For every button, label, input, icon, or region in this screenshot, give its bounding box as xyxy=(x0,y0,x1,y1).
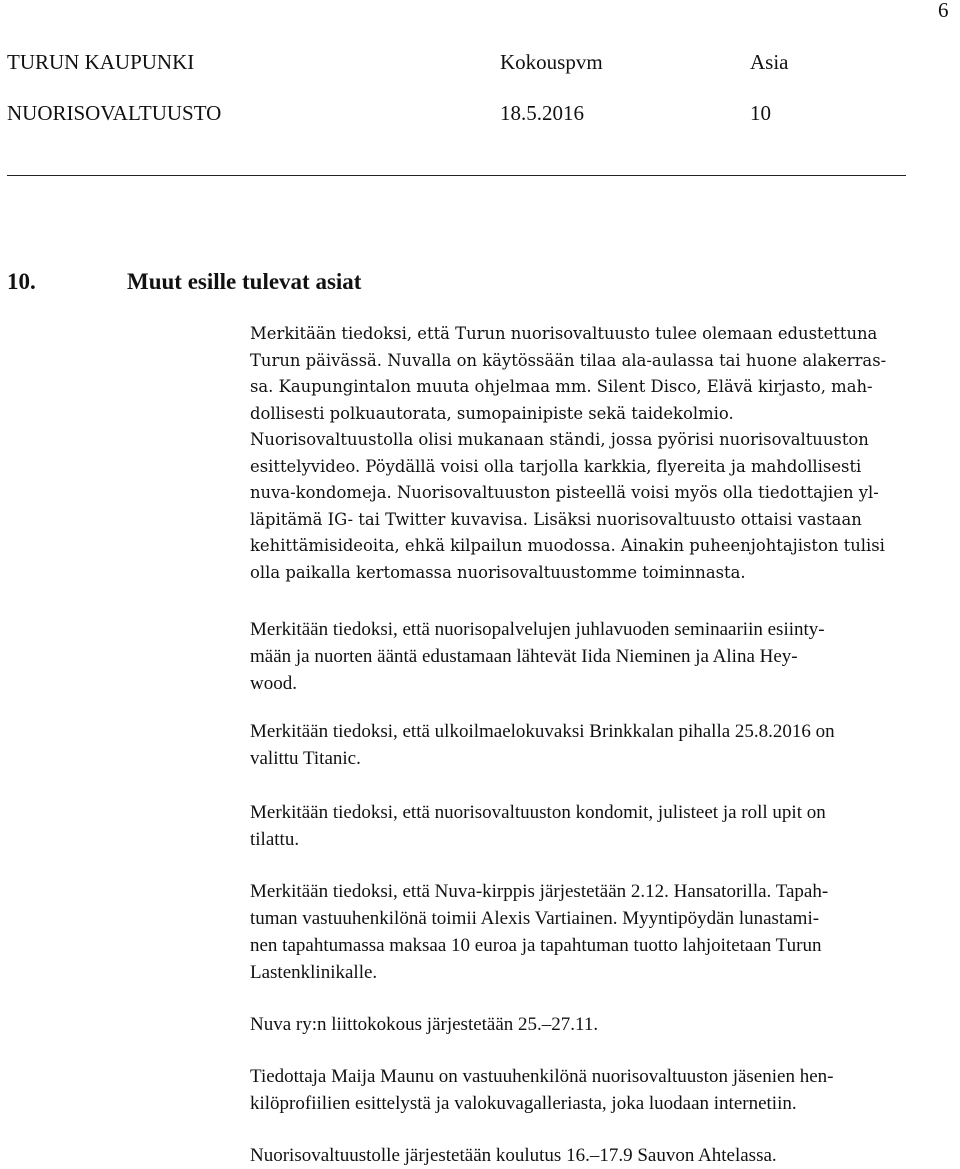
section-number: 10. xyxy=(7,269,36,294)
header-divider xyxy=(7,175,906,176)
section-heading xyxy=(7,268,361,296)
page-number: 6 xyxy=(938,0,949,22)
body-paragraph xyxy=(250,321,955,586)
paragraph-text: Merkitään tiedoksi, että nuorisopalvelujen juhlavuoden seminaariin esiinty- mään ja nuorten ääntä edustamaan lähtevät Iida Nieminen ja Alina Hey- wood. xyxy=(250,619,825,694)
paragraph-text: Merkitään tiedoksi, että ulkoilmaelokuvaksi Brinkkalan pihalla 25.8.2016 on valittu Titanic. xyxy=(250,721,835,769)
header-meeting-date-label: Kokouspvm xyxy=(500,50,603,74)
header-body-name: NUORISOVALTUUSTO xyxy=(7,101,222,125)
body-paragraph xyxy=(250,878,955,986)
body-paragraph xyxy=(250,616,955,697)
paragraph-text: Merkitään tiedoksi, että Nuva-kirppis järjestetään 2.12. Hansatorilla. Tapah- tuman vastuuhenkilönä toimii Alexis Vartiainen. Myyntipöydän lunastami- nen tapahtumassa maksaa 10 euroa ja tapahtuman tuotto lahjoitetaan Turun Lastenklinikalle. xyxy=(250,881,829,983)
header-item-number: 10 xyxy=(750,101,771,125)
paragraph-text: Nuva ry:n liittokokous järjestetään 25.–27.11. xyxy=(250,1014,599,1035)
body-paragraph xyxy=(250,799,955,853)
paragraph-text: Tiedottaja Maija Maunu on vastuuhenkilönä nuorisovaltuuston jäsenien hen- kilöprofiilien esittelystä ja valokuvagalleriasta, joka luodaan internetiin. xyxy=(250,1066,834,1114)
paragraph-text: Merkitään tiedoksi, että nuorisovaltuuston kondomit, julisteet ja roll upit on tilattu. xyxy=(250,802,826,850)
body-paragraph xyxy=(250,1063,955,1117)
paragraph-text: Nuorisovaltuustolle järjestetään koulutus 16.–17.9 Sauvon Ahtelassa. xyxy=(250,1145,777,1166)
body-paragraph xyxy=(250,718,955,772)
header-item-label: Asia xyxy=(750,50,789,74)
paragraph-text: Merkitään tiedoksi, että Turun nuorisovaltuusto tulee olemaan edustettuna Turun päivässä. Nuvalla on käytössään tilaa ala-aulassa tai huone alakerras- sa. Kaupungintalon muuta ohjelmaa mm. Silent Disco, Elävä kirjasto, mah- dollisesti polkuautorata, sumopainipiste sekä taidekolmio. Nuorisovaltuustolla olisi mukanaan ständi, jossa pyörisi nuorisovaltuuston esittelyvideo. Pöydällä voisi olla tarjolla karkkia, flyereita ja mahdollisesti nuva-kondomeja. Nuorisovaltuuston pisteellä voisi myös olla tiedottajien yl- läpitämä IG- tai Twitter kuvavisa. Lisäksi nuorisovaltuusto ottaisi vastaan kehittämisideoita, ehkä kilpailun muodossa. Ainakin puheenjohtajiston tulisi olla paikalla kertomassa nuorisovaltuustomme toiminnasta. xyxy=(250,324,887,582)
header-organization: TURUN KAUPUNKI xyxy=(7,50,195,74)
body-paragraph xyxy=(250,1142,955,1169)
body-paragraph xyxy=(250,1011,955,1038)
section-title: Muut esille tulevat asiat xyxy=(127,269,362,294)
header-meeting-date: 18.5.2016 xyxy=(500,101,584,125)
